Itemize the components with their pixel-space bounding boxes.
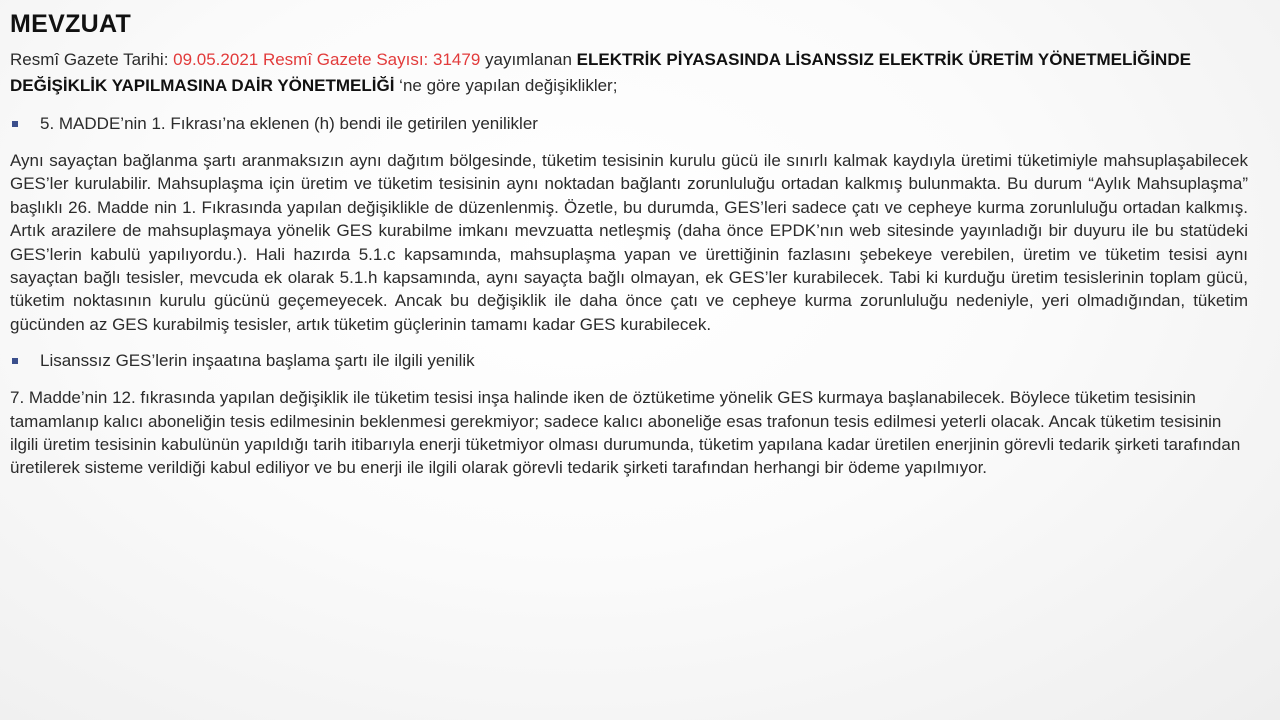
paragraph-2: 7. Madde’nin 12. fıkrasında yapılan değişiklik ile tüketim tesisi inşa halinde iken de öztüketime yönelik GES kurmaya başlanabilecek. Böylece tüketim tesisinin tamamlanıp kalıcı aboneliğin tesis edilmesinin beklenmesi gerekmiyor; sadece kalıcı aboneliğe esas trafonun tesis edilmesi yeterli olacak. Ancak tüketim tesisinin ilgili üretim tesisinin kabulünün yapıldığı tarih itibarıyla enerji tüketmiyor olması durumunda, tüketim yapılana kadar üretilen enerjinin görevli tedarik şirketi tarafından üretilerek sisteme verildiği kabul ediliyor ve bu enerji ile ilgili olarak görevli tedarik şirketi tarafından herhangi bir ödeme yapılmıyor. — [10, 388, 1241, 478]
bullet-text-2: Lisanssız GES’lerin inşaatına başlama şartı ile ilgili yenilik — [40, 351, 475, 371]
slide — [10, 8, 1248, 712]
intro-connector: yayımlanan — [480, 50, 577, 69]
paragraph-1: Aynı sayaçtan bağlanma şartı aranmaksızın aynı dağıtım bölgesinde, tüketim tesisinin kurulu gücü ile sınırlı kalmak kaydıyla üretimi tüketimiyle mahsuplaşabilecek GES’ler kurulabilir. Mahsuplaşma için üretim ve tüketim tesisinin aynı noktadan bağlantı zorunluluğu ortadan kalkmış bulunmakta. Bu durum “Aylık Mahsuplaşma” başlıklı 26. Madde nin 1. Fıkrasında yapılan değişiklikle de düzenlenmiş. Özetle, bu durumda, GES’leri sadece çatı ve cepheye kurma zorunluluğu ortadan kalkmış. Artık arazilere de mahsuplaşmaya yönelik GES kurabilme imkanı mevzuatta netleşmiş (daha önce EPDK’nın web sitesinde yayınladığı bir duyuru ile bu statüdeki GES’lerin kabulü yapılıyordu.). Hali hazırda 5.1.c kapsamında, mahsuplaşma yapan ve ürettiğinin fazlasını şebekeye verebilen, üretim ve tüketim tesisi aynı sayaçtan bağlı tesisler, mevcuda ek olarak 5.1.h kapsamında, aynı sayaçta bağlı olmayan, ek GES’ler kurabilecek. Tabi ki kurduğu üretim tesislerinin toplam gücü, tüketim noktasının kurulu gücünü geçemeyecek. Ancak bu değişiklik ile daha önce çatı ve cepheye kurma zorunluluğu nedeniyle, yeri olmadığından, tüketim gücünden az GES kurabilmiş tesisler, artık tüketim güçlerinin tamamı kadar GES kurabilecek. — [10, 151, 1248, 334]
gazette-date-label: Resmî Gazete Tarihi: — [10, 50, 174, 69]
bullet-text-1: 5. MADDE’nin 1. Fıkrası’na eklenen (h) bendi ile getirilen yenilikler — [40, 114, 538, 133]
regulation-title: ELEKTRİK PİYASASINDA LİSANSSIZ ELEKTRİK ÜRETİM YÖNETMELİĞİNDE DEĞİŞİKLİK YAPILMASINA DAİR YÖNETMELİĞİ — [10, 50, 1191, 95]
bullet-item-2 — [10, 348, 1248, 374]
square-bullet-icon — [12, 358, 18, 364]
gazette-date-number: 09.05.2021 Resmî Gazete Sayısı: 31479 — [173, 50, 481, 69]
square-bullet-icon — [12, 121, 18, 127]
intro-suffix: ‘ne göre yapılan değişiklikler; — [394, 76, 618, 95]
bullet-item-1 — [10, 111, 1248, 137]
slide-title: MEVZUAT — [10, 10, 132, 38]
intro-paragraph — [10, 47, 1248, 99]
